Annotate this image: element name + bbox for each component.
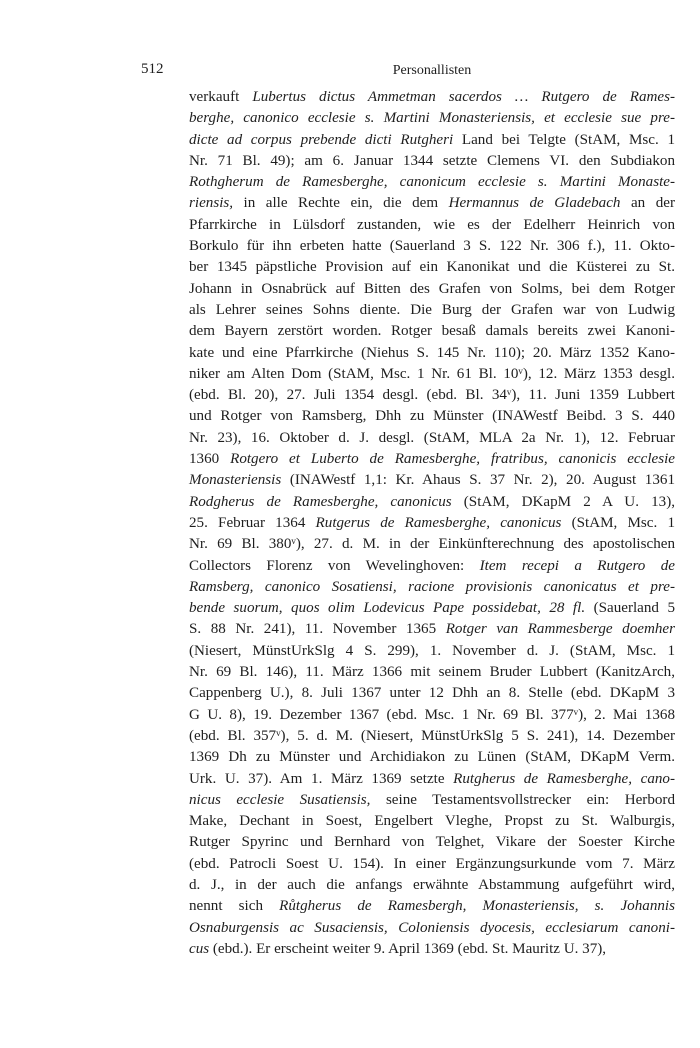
text-line xyxy=(189,726,675,747)
text-line xyxy=(189,406,675,427)
text-line xyxy=(189,854,675,875)
body-text xyxy=(189,87,675,960)
text-segment: (StAM, Msc. 1 xyxy=(561,514,675,531)
italic-text-segment: Osnaburgensis ac Susaciensis, Coloniensis dyocesis, ecclesiarum canoni- xyxy=(189,919,675,936)
text-segment: kate und eine Pfarrkirche (Niehus S. 145 Nr. 110); 20. März 1352 Kano- xyxy=(189,344,675,361)
text-line xyxy=(189,641,675,662)
text-segment: 1360 xyxy=(189,451,231,468)
italic-text-segment: Lubertus dictus Ammetman sacerdos … Rutgero de Rames- xyxy=(252,89,675,105)
text-segment: seine Testamentsvollstrecker ein: Herbord xyxy=(370,791,675,808)
text-segment: Borkulo für ihn erbeten hatte (Sauerland 3 S. 122 Nr. 306 f.), 11. Okto- xyxy=(189,238,675,255)
text-line xyxy=(189,215,675,236)
text-segment: (Sauerland 5 xyxy=(585,600,675,617)
text-line xyxy=(189,811,675,832)
text-segment: nennt sich xyxy=(189,898,280,915)
text-segment: Collectors Florenz von Wevelinghoven: xyxy=(189,557,480,574)
text-line xyxy=(189,428,675,449)
text-line xyxy=(189,534,675,555)
text-line xyxy=(189,683,675,704)
text-line xyxy=(189,513,675,534)
text-segment: (ebd. Patrocli Soest U. 154). In einer Ergänzungsurkunde vom 7. März xyxy=(189,855,675,872)
text-line xyxy=(189,130,675,151)
text-segment: ber 1345 päpstliche Provision auf ein Kanonikat und die Küsterei zu St. xyxy=(189,259,675,276)
text-line xyxy=(189,705,675,726)
text-line xyxy=(189,918,675,939)
italic-text-segment: dicte ad corpus prebende dicti Rutgheri xyxy=(189,131,454,148)
italic-text-segment: Rotgero et Luberto de Ramesberghe, fratribus, canonicis ecclesie xyxy=(230,451,675,468)
italic-text-segment: berghe, canonico ecclesie s. Martini Monasteriensis, et ecclesie sue pre- xyxy=(189,110,675,127)
page-number: 512 xyxy=(141,61,164,77)
italic-text-segment: bende suorum, quos olim Lodevicus Pape possidebat, 28 fl. xyxy=(189,600,586,617)
text-line xyxy=(189,577,675,598)
text-line xyxy=(189,832,675,853)
text-segment: (ebd. Bl. 357ᵛ), 5. d. M. (Niesert, MünstUrkSlg 5 S. 241), 14. Dezember xyxy=(189,727,675,744)
text-line xyxy=(189,449,675,470)
text-line xyxy=(189,364,675,385)
text-segment: (ebd.). Er erscheint weiter 9. April 1369 (ebd. St. Mauritz U. 37), xyxy=(209,940,607,957)
italic-text-segment: Rotger van Rammesberge doemher xyxy=(445,621,675,638)
text-segment: Urk. U. 37). Am 1. März 1369 setzte xyxy=(189,770,454,787)
italic-text-segment: Růtgherus de Ramesbergh, Monasteriensis, s. Johannis xyxy=(279,898,675,915)
text-line xyxy=(189,279,675,300)
text-line xyxy=(189,87,675,108)
text-segment: Nr. 23), 16. Oktober d. J. desgl. (StAM, MLA 2a Nr. 1), 12. Februar xyxy=(189,429,675,446)
text-segment: Nr. 69 Bl. 380ᵛ), 27. d. M. in der Einkünfterechnung des apostolischen xyxy=(189,536,675,553)
text-segment: Nr. 69 Bl. 146), 11. März 1366 mit seinem Bruder Lubbert (KanitzArch, xyxy=(189,664,675,681)
text-line xyxy=(189,875,675,896)
text-segment: 1369 Dh zu Münster und Archidiakon zu Lünen (StAM, DKapM Verm. xyxy=(189,749,675,766)
text-line xyxy=(189,939,675,960)
italic-text-segment: Hermannus de Gladebach xyxy=(448,195,621,212)
text-segment: 25. Februar 1364 xyxy=(189,514,316,531)
text-line xyxy=(189,257,675,278)
text-line xyxy=(189,385,675,406)
text-line xyxy=(189,556,675,577)
text-line xyxy=(189,300,675,321)
text-segment: G U. 8), 19. Dezember 1367 (ebd. Msc. 1 Nr. 69 Bl. 377ᵛ), 2. Mai 1368 xyxy=(189,706,675,723)
text-line xyxy=(189,790,675,811)
text-line xyxy=(189,172,675,193)
text-segment: (StAM, DKapM 2 A U. 13), xyxy=(451,493,675,510)
text-segment: Rutger Spyrinc und Bernhard von Telghet, Vikare der Soester Kirche xyxy=(189,834,675,851)
italic-text-segment: Rutgerus de Ramesberghe, canonicus xyxy=(315,514,562,531)
text-segment: (Niesert, MünstUrkSlg 4 S. 299), 1. November d. J. (StAM, Msc. 1 xyxy=(189,642,675,659)
text-segment: verkauft xyxy=(189,89,253,105)
text-line xyxy=(189,598,675,619)
text-line xyxy=(189,492,675,513)
text-segment: dem Bayern zerstört worden. Rotger besaß damals bereits zwei Kanoni- xyxy=(189,323,675,340)
text-segment: Land bei Telgte (StAM, Msc. 1 xyxy=(453,131,675,148)
text-line xyxy=(189,662,675,683)
text-line xyxy=(189,769,675,790)
text-segment: (ebd. Bl. 20), 27. Juli 1354 desgl. (ebd. Bl. 34ᵛ), 11. Juni 1359 Lubbert xyxy=(189,387,675,404)
text-line xyxy=(189,151,675,172)
italic-text-segment: Monasteriensis xyxy=(189,472,282,489)
text-segment: Johann in Osnabrück auf Bitten des Grafen von Solms, bei dem Rotger xyxy=(189,280,675,297)
text-segment: und Rotger von Ramsberg, Dhh zu Münster (INAWestf Beibd. 3 S. 440 xyxy=(189,408,675,425)
italic-text-segment: Rothgherum de Ramesberghe, canonicum ecclesie s. Martini Monaste- xyxy=(189,174,675,191)
text-segment: Pfarrkirche in Lülsdorf zustanden, wie es der Edelherr Heinrich von xyxy=(189,216,675,233)
text-segment: an der xyxy=(620,195,675,212)
text-line xyxy=(189,108,675,129)
text-line xyxy=(189,619,675,640)
italic-text-segment: riensis, xyxy=(189,195,234,212)
running-head: Personallisten xyxy=(392,63,472,78)
text-segment: (INAWestf 1,1: Kr. Ahaus S. 37 Nr. 2), 20. August 1361 xyxy=(281,472,675,489)
italic-text-segment: Rutgherus de Ramesberghe, cano- xyxy=(453,770,675,787)
italic-text-segment: Rodgherus de Ramesberghe, canonicus xyxy=(189,493,452,510)
text-segment: niker am Alten Dom (StAM, Msc. 1 Nr. 61 Bl. 10ᵛ), 12. März 1353 desgl. xyxy=(189,365,675,382)
text-line xyxy=(189,236,675,257)
italic-text-segment: cus xyxy=(189,940,210,957)
text-line xyxy=(189,321,675,342)
italic-text-segment: Ramsberg, canonico Sosatiensi, racione provisionis canonicatus et pre- xyxy=(189,578,675,595)
text-segment: d. J., in der auch die anfangs erwähnte Abstammung aufgeführt wird, xyxy=(189,876,675,893)
text-segment: S. 88 Nr. 241), 11. November 1365 xyxy=(189,621,446,638)
text-segment: Nr. 71 Bl. 49); am 6. Januar 1344 setzte Clemens VI. den Subdiakon xyxy=(189,152,675,169)
text-line xyxy=(189,470,675,491)
text-segment: als Lehrer seines Sohns diente. Die Burg der Grafen war von Ludwig xyxy=(189,301,675,318)
text-line xyxy=(189,896,675,917)
text-line xyxy=(189,193,675,214)
text-segment: Make, Dechant in Soest, Engelbert Vleghe, Propst zu St. Walburgis, xyxy=(189,813,675,830)
text-line xyxy=(189,747,675,768)
text-line xyxy=(189,343,675,364)
italic-text-segment: nicus ecclesie Susatiensis, xyxy=(189,791,371,808)
italic-text-segment: Item recepi a Rutgero de xyxy=(479,557,675,574)
text-segment: in alle Rechte ein, die dem xyxy=(233,195,449,212)
text-segment: Cappenberg U.), 8. Juli 1367 unter 12 Dhh an 8. Stelle (ebd. DKapM 3 xyxy=(189,685,675,702)
